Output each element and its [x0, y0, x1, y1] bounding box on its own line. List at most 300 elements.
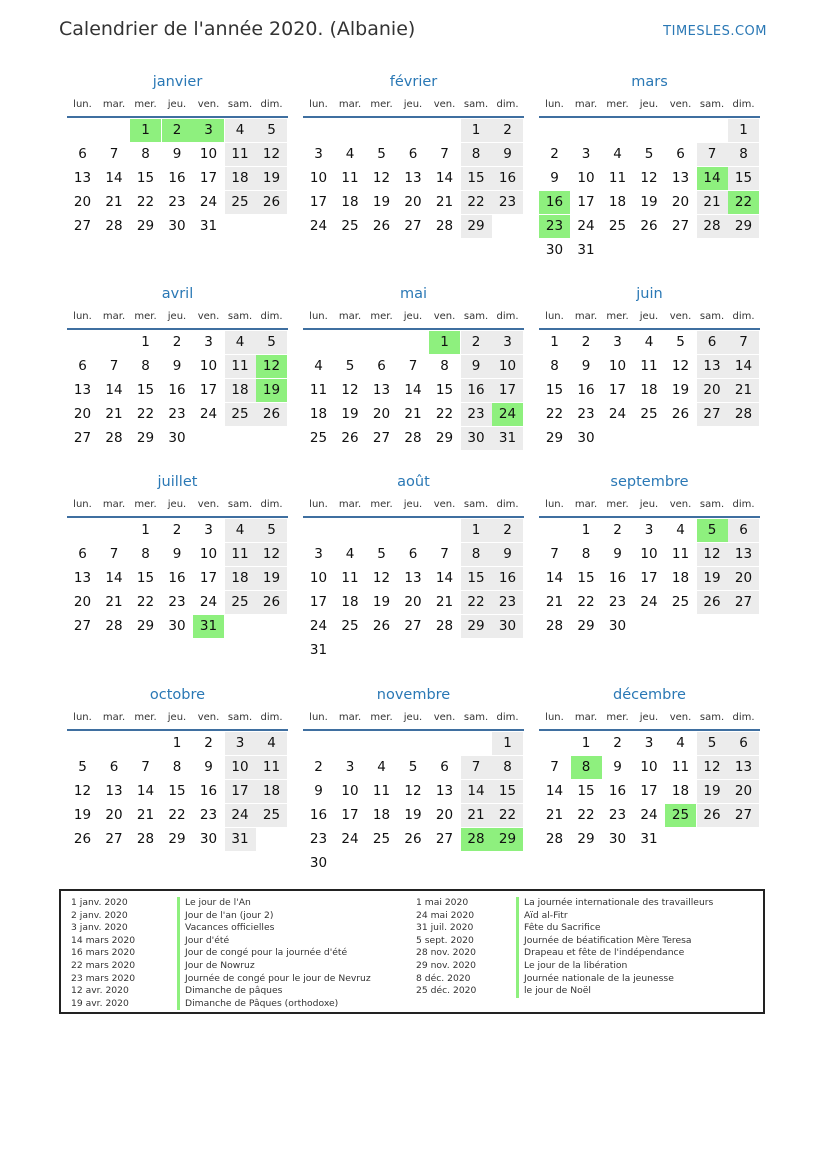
day-cell: 21	[697, 191, 728, 214]
day-cell: 23	[309, 831, 328, 847]
day-cell: 28	[435, 618, 454, 634]
legend-date: 5 sept. 2020	[416, 934, 474, 946]
day-cell: 30	[461, 427, 492, 450]
month-block	[539, 687, 760, 887]
day-cell: 19	[697, 567, 728, 590]
day-cell: 21	[545, 807, 564, 823]
month-name: mai	[399, 286, 428, 302]
weekday-label: jeu.	[167, 712, 187, 723]
day-cell: 21	[105, 194, 123, 210]
weekday-label: ven.	[669, 712, 692, 723]
month-divider	[67, 328, 288, 330]
day-cell: 18	[372, 807, 391, 823]
day-cell: 22	[577, 594, 595, 610]
month-block	[303, 286, 524, 486]
legend-holiday-name: Jour de Nowruz	[177, 960, 371, 973]
legend-right-dates	[416, 897, 476, 998]
day-cell: 24	[309, 618, 328, 634]
weekday-label: jeu.	[403, 499, 423, 510]
day-cell: 8	[141, 358, 150, 374]
day-cell: 17	[577, 194, 595, 210]
weekday-label: sam.	[227, 712, 253, 723]
day-cell: 11	[671, 546, 690, 562]
day-cell: 24	[577, 218, 595, 234]
day-cell: 24	[341, 831, 359, 847]
day-cell: 16	[168, 382, 186, 398]
day-cell: 18	[256, 780, 287, 803]
weekday-label: lun.	[545, 712, 564, 723]
month-name: février	[389, 74, 438, 90]
day-cell: 21	[105, 594, 123, 610]
month-name: décembre	[613, 687, 686, 703]
day-cell: 27	[372, 430, 391, 446]
weekday-label: mar.	[338, 712, 362, 723]
legend-date: 2 janv. 2020	[71, 909, 128, 921]
weekday-label: dim.	[732, 499, 755, 510]
day-cell: 30	[168, 618, 186, 634]
day-cell: 16	[492, 567, 523, 590]
legend-date: 31 juil. 2020	[416, 922, 474, 934]
day-cell: 21	[435, 594, 454, 610]
day-cell: 11	[225, 143, 256, 166]
brand-link[interactable]: TIMESLES.COM	[663, 24, 767, 39]
day-cell: 9	[492, 543, 523, 566]
legend-date: 28 nov. 2020	[416, 947, 477, 959]
day-cell: 30	[545, 242, 564, 258]
day-cell: 24	[608, 406, 627, 422]
month-block	[67, 687, 288, 887]
weekday-label: lun.	[73, 99, 92, 110]
day-cell: 10	[640, 759, 658, 775]
day-cell: 2	[314, 759, 323, 775]
day-cell: 23	[461, 403, 492, 426]
day-cell: 7	[141, 759, 150, 775]
day-cell: 2	[172, 334, 182, 350]
day-cell: 5	[377, 546, 386, 562]
weekday-label: jeu.	[403, 99, 423, 110]
day-cell: 5	[697, 732, 728, 755]
day-cell: 21	[461, 804, 492, 827]
legend-holiday-name: Jour de congé pour la journée d'été	[177, 947, 371, 960]
day-cell: 21	[136, 807, 155, 823]
weekday-label: lun.	[73, 311, 92, 322]
weekday-label: mer.	[134, 499, 157, 510]
day-cell: 4	[676, 735, 685, 751]
month-name: avril	[161, 286, 194, 302]
day-cell: 3	[204, 522, 213, 538]
month-divider	[539, 516, 760, 518]
day-cell: 12	[404, 783, 422, 799]
day-cell: 9	[492, 143, 523, 166]
day-cell: 27	[728, 804, 759, 827]
day-cell: 15	[461, 567, 492, 590]
day-cell: 2	[613, 522, 622, 538]
day-cell: 3	[225, 732, 256, 755]
legend-date: 24 mai 2020	[416, 909, 475, 921]
month-block	[539, 474, 760, 674]
day-cell: 27	[435, 831, 454, 847]
day-cell: 26	[372, 218, 391, 234]
day-cell: 12	[372, 170, 391, 186]
day-cell: 12	[256, 143, 287, 166]
day-cell: 1	[461, 119, 492, 142]
day-cell: 23	[492, 591, 523, 614]
day-cell: 13	[435, 783, 454, 799]
day-cell: 27	[73, 430, 92, 446]
day-cell: 5	[256, 331, 287, 354]
day-cell: 17	[640, 570, 658, 586]
day-cell: 14	[105, 570, 123, 586]
day-cell: 29	[461, 615, 492, 638]
weekday-label: mar.	[102, 712, 126, 723]
day-cell: 6	[408, 146, 418, 162]
day-cell: 14	[105, 382, 123, 398]
day-cell: 6	[78, 146, 87, 162]
weekday-label: lun.	[545, 99, 564, 110]
day-cell: 18	[225, 567, 256, 590]
weekday-label: jeu.	[167, 499, 187, 510]
month-name: octobre	[149, 687, 206, 703]
day-cell: 6	[697, 331, 728, 354]
month-divider	[303, 116, 524, 118]
day-cell: 19	[640, 194, 658, 210]
legend-date: 19 avr. 2020	[71, 997, 129, 1009]
day-cell: 9	[581, 358, 591, 374]
day-cell: 12	[256, 543, 287, 566]
legend-holiday-name: Le jour de l'An	[177, 897, 371, 910]
day-cell: 6	[728, 519, 759, 542]
weekday-label: sam.	[463, 712, 489, 723]
day-cell: 25	[640, 406, 658, 422]
day-cell: 8	[550, 358, 559, 374]
weekday-label: mer.	[370, 311, 393, 322]
day-cell: 5	[256, 519, 287, 542]
day-cell: 18	[341, 594, 359, 610]
day-cell: 31	[199, 218, 218, 234]
day-cell: 16	[199, 783, 218, 799]
day-cell: 20	[671, 194, 690, 210]
weekday-label: ven.	[669, 499, 692, 510]
month-divider	[303, 516, 524, 518]
day-cell: 16	[168, 570, 186, 586]
day-cell: 20	[105, 807, 123, 823]
legend-right-names	[516, 897, 713, 998]
day-cell: 25	[225, 403, 256, 426]
day-cell: 21	[404, 406, 422, 422]
day-cell: 22	[461, 191, 492, 214]
day-cell: 7	[109, 546, 119, 562]
holiday-day-cell: 22	[728, 191, 759, 214]
holiday-day-cell: 1	[429, 331, 460, 354]
holiday-day-cell: 8	[571, 756, 602, 779]
day-cell: 9	[314, 783, 323, 799]
day-cell: 30	[608, 831, 627, 847]
holiday-day-cell: 1	[130, 119, 161, 142]
weekday-label: sam.	[699, 499, 725, 510]
day-cell: 30	[608, 618, 627, 634]
day-cell: 28	[697, 215, 728, 238]
weekday-label: sam.	[463, 311, 489, 322]
holiday-day-cell: 16	[539, 191, 570, 214]
day-cell: 28	[545, 831, 564, 847]
day-cell: 23	[492, 191, 523, 214]
day-cell: 20	[73, 406, 92, 422]
day-cell: 22	[136, 406, 155, 422]
day-cell: 7	[550, 546, 559, 562]
day-cell: 10	[309, 170, 328, 186]
day-cell: 16	[608, 570, 627, 586]
weekday-label: mar.	[338, 99, 362, 110]
day-cell: 19	[372, 194, 391, 210]
day-cell: 10	[640, 546, 658, 562]
month-divider	[539, 729, 760, 731]
month-name: juillet	[157, 474, 198, 490]
day-cell: 3	[314, 146, 323, 162]
weekday-label: dim.	[496, 712, 519, 723]
weekday-label: lun.	[309, 99, 328, 110]
legend-holiday-name: Le jour de la libération	[516, 960, 713, 973]
day-cell: 1	[141, 522, 150, 538]
day-cell: 25	[341, 218, 359, 234]
day-cell: 7	[461, 756, 492, 779]
day-cell: 26	[256, 591, 287, 614]
weekday-label: sam.	[227, 311, 253, 322]
day-cell: 10	[577, 170, 595, 186]
day-cell: 31	[640, 831, 658, 847]
day-cell: 9	[550, 170, 559, 186]
day-cell: 17	[199, 382, 218, 398]
day-cell: 28	[136, 831, 155, 847]
weekday-label: mar.	[574, 712, 598, 723]
month-name: janvier	[152, 74, 203, 90]
day-cell: 12	[671, 358, 690, 374]
day-cell: 15	[136, 170, 155, 186]
day-cell: 31	[225, 828, 256, 851]
day-cell: 13	[73, 382, 92, 398]
day-cell: 19	[372, 594, 391, 610]
day-cell: 29	[136, 618, 155, 634]
day-cell: 26	[404, 831, 422, 847]
weekday-label: ven.	[669, 99, 692, 110]
day-cell: 24	[640, 594, 658, 610]
day-cell: 18	[608, 194, 627, 210]
day-cell: 20	[728, 567, 759, 590]
day-cell: 21	[435, 194, 454, 210]
day-cell: 27	[728, 591, 759, 614]
day-cell: 3	[644, 735, 654, 751]
day-cell: 16	[608, 783, 627, 799]
day-cell: 30	[577, 430, 595, 446]
day-cell: 16	[168, 170, 186, 186]
month-block	[303, 474, 524, 674]
day-cell: 1	[492, 732, 523, 755]
legend-holiday-name: Jour d'été	[177, 935, 371, 948]
day-cell: 1	[581, 522, 591, 538]
day-cell: 24	[199, 594, 218, 610]
day-cell: 11	[671, 759, 690, 775]
day-cell: 18	[341, 194, 359, 210]
day-cell: 25	[372, 831, 391, 847]
day-cell: 20	[697, 379, 728, 402]
holiday-day-cell: 5	[697, 519, 728, 542]
legend-holiday-name: Journée nationale de la jeunesse	[516, 973, 713, 986]
day-cell: 2	[492, 119, 523, 142]
day-cell: 9	[204, 759, 213, 775]
weekday-label: sam.	[227, 499, 253, 510]
legend-holiday-name: Jour de l'an (jour 2)	[177, 910, 371, 923]
day-cell: 13	[671, 170, 690, 186]
day-cell: 13	[372, 382, 391, 398]
day-cell: 24	[225, 804, 256, 827]
day-cell: 26	[256, 403, 287, 426]
day-cell: 4	[676, 522, 685, 538]
day-cell: 10	[341, 783, 359, 799]
weekday-label: jeu.	[639, 311, 659, 322]
month-block	[67, 74, 288, 274]
day-cell: 13	[73, 170, 92, 186]
legend-holiday-name: le jour de Noël	[516, 985, 713, 998]
day-cell: 13	[728, 543, 759, 566]
day-cell: 28	[404, 430, 422, 446]
day-cell: 19	[697, 780, 728, 803]
day-cell: 30	[199, 831, 218, 847]
day-cell: 4	[225, 119, 256, 142]
day-cell: 9	[172, 146, 182, 162]
holiday-day-cell: 28	[461, 828, 492, 851]
weekday-label: dim.	[496, 99, 519, 110]
day-cell: 17	[608, 382, 627, 398]
day-cell: 11	[225, 355, 256, 378]
day-cell: 14	[404, 382, 422, 398]
day-cell: 11	[640, 358, 658, 374]
day-cell: 5	[256, 119, 287, 142]
weekday-label: ven.	[433, 311, 456, 322]
day-cell: 6	[78, 546, 87, 562]
day-cell: 11	[341, 570, 359, 586]
day-cell: 3	[345, 759, 355, 775]
day-cell: 12	[73, 783, 92, 799]
weekday-label: ven.	[433, 712, 456, 723]
day-cell: 10	[309, 570, 328, 586]
day-cell: 9	[613, 759, 622, 775]
legend-left-dates	[71, 897, 135, 1010]
weekday-label: dim.	[260, 99, 283, 110]
month-block	[67, 286, 288, 486]
legend-holiday-name: Aïd al-Fitr	[516, 910, 713, 923]
day-cell: 11	[341, 170, 359, 186]
holiday-day-cell: 31	[193, 615, 224, 638]
month-divider	[303, 729, 524, 731]
weekday-label: ven.	[197, 99, 220, 110]
day-cell: 8	[461, 543, 492, 566]
weekday-label: jeu.	[639, 499, 659, 510]
legend-left-names	[177, 897, 371, 1010]
day-cell: 7	[697, 143, 728, 166]
day-cell: 14	[545, 783, 564, 799]
day-cell: 31	[309, 642, 328, 658]
day-cell: 6	[408, 546, 418, 562]
legend-holiday-name: Drapeau et fête de l'indépendance	[516, 947, 713, 960]
month-block	[539, 286, 760, 486]
day-cell: 3	[581, 146, 591, 162]
day-cell: 3	[492, 331, 523, 354]
month-divider	[539, 328, 760, 330]
day-cell: 27	[697, 403, 728, 426]
weekday-label: mer.	[134, 311, 157, 322]
day-cell: 22	[136, 194, 155, 210]
day-cell: 19	[341, 406, 359, 422]
day-cell: 10	[492, 355, 523, 378]
day-cell: 4	[345, 146, 355, 162]
day-cell: 13	[404, 570, 422, 586]
day-cell: 24	[199, 406, 218, 422]
legend-date: 12 avr. 2020	[71, 985, 129, 997]
day-cell: 2	[613, 735, 622, 751]
month-divider	[67, 116, 288, 118]
day-cell: 24	[309, 218, 328, 234]
day-cell: 20	[372, 406, 391, 422]
day-cell: 18	[309, 406, 328, 422]
day-cell: 17	[309, 194, 328, 210]
day-cell: 11	[256, 756, 287, 779]
legend-date: 22 mars 2020	[71, 959, 136, 971]
day-cell: 25	[671, 594, 690, 610]
day-cell: 21	[545, 594, 564, 610]
day-cell: 17	[199, 570, 218, 586]
day-cell: 7	[109, 358, 119, 374]
day-cell: 2	[581, 334, 591, 350]
day-cell: 29	[136, 430, 155, 446]
weekday-label: mer.	[606, 499, 629, 510]
weekday-label: dim.	[732, 712, 755, 723]
day-cell: 28	[545, 618, 564, 634]
legend-holiday-name: Fête du Sacrifice	[516, 922, 713, 935]
day-cell: 26	[697, 804, 728, 827]
day-cell: 19	[404, 807, 422, 823]
day-cell: 5	[644, 146, 654, 162]
day-cell: 6	[109, 759, 119, 775]
day-cell: 2	[172, 522, 182, 538]
day-cell: 14	[545, 570, 564, 586]
day-cell: 25	[309, 430, 328, 446]
day-cell: 11	[309, 382, 328, 398]
day-cell: 4	[345, 546, 355, 562]
weekday-label: mar.	[574, 499, 598, 510]
day-cell: 23	[168, 594, 186, 610]
day-cell: 3	[644, 522, 654, 538]
holiday-day-cell: 25	[665, 804, 696, 827]
day-cell: 26	[372, 618, 391, 634]
weekday-label: mar.	[102, 311, 126, 322]
day-cell: 7	[550, 759, 559, 775]
weekday-label: jeu.	[167, 99, 187, 110]
day-cell: 24	[640, 807, 658, 823]
month-divider	[67, 516, 288, 518]
day-cell: 13	[404, 170, 422, 186]
day-cell: 9	[613, 546, 622, 562]
weekday-label: jeu.	[167, 311, 187, 322]
day-cell: 18	[671, 783, 690, 799]
day-cell: 23	[608, 594, 627, 610]
weekday-label: jeu.	[403, 311, 423, 322]
day-cell: 7	[408, 358, 418, 374]
day-cell: 9	[172, 358, 182, 374]
day-cell: 26	[640, 218, 658, 234]
day-cell: 28	[728, 403, 759, 426]
weekday-label: mer.	[606, 712, 629, 723]
month-divider	[303, 328, 524, 330]
day-cell: 4	[613, 146, 622, 162]
